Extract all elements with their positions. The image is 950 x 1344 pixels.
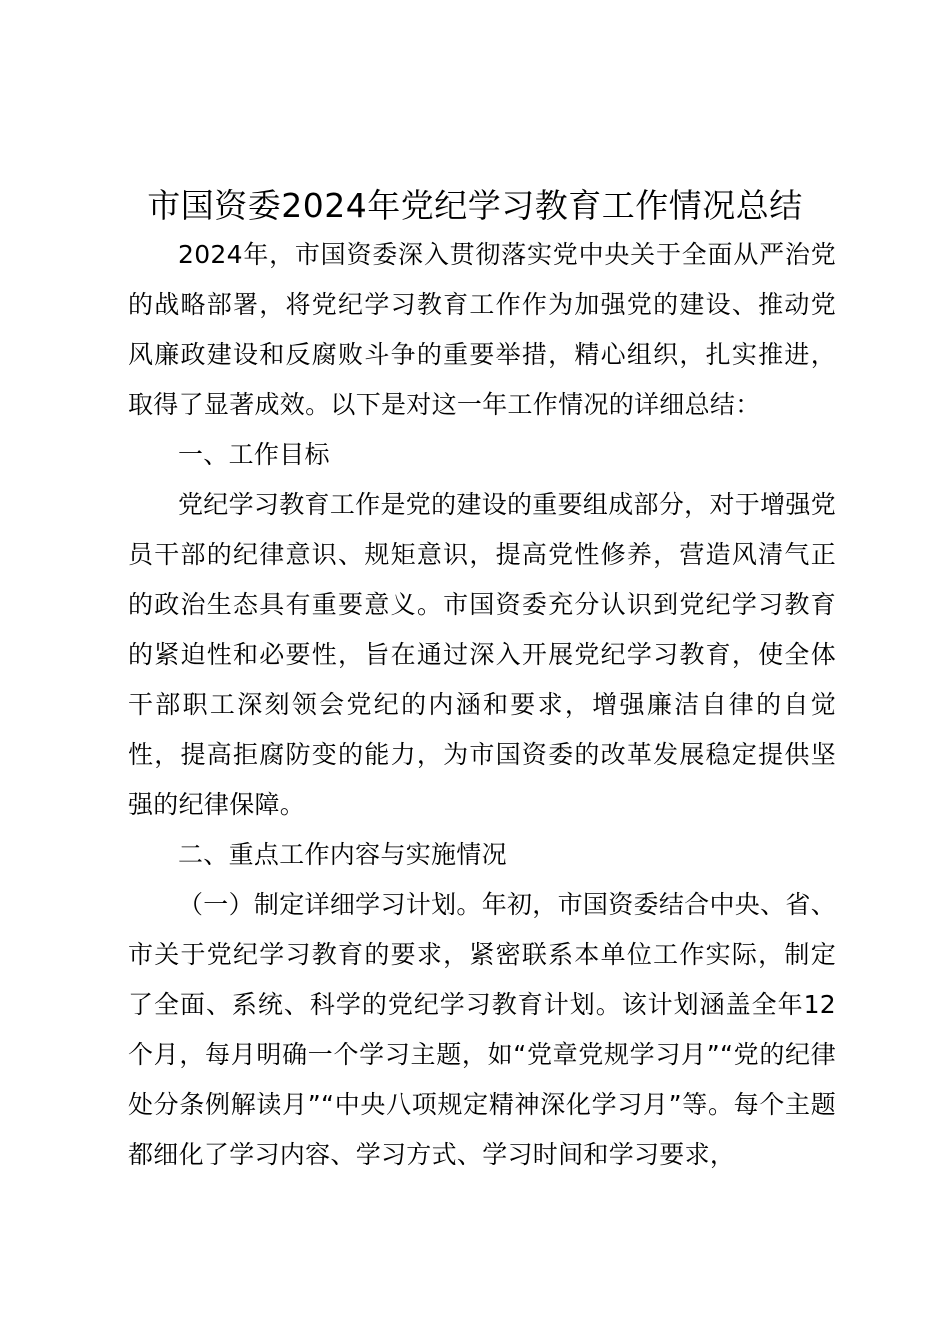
document-title: 市国资委2024年党纪学习教育工作情况总结	[147, 186, 803, 225]
intro-paragraph: 2024年，市国资委深入贯彻落实党中央关于全面从严治党的战略部署，将党纪学习教育工作作为加强党的建设、推动党风廉政建设和反腐败斗争的重要举措，精心组织，扎实推进，取得了显著成效。以下是对这一年工作情况的详细总结：	[128, 240, 836, 419]
section-heading-work-content: 二、重点工作内容与实施情况	[178, 840, 507, 869]
document-body	[128, 230, 836, 1180]
section-heading-goals: 一、工作目标	[178, 440, 330, 469]
goals-paragraph: 党纪学习教育工作是党的建设的重要组成部分，对于增强党员干部的纪律意识、规矩意识，提高党性修养，营造风清气正的政治生态具有重要意义。市国资委充分认识到党纪学习教育的紧迫性和必要性，旨在通过深入开展党纪学习教育，使全体干部职工深刻领会党纪的内涵和要求，增强廉洁自律的自觉性，提高拒腐防变的能力，为市国资委的改革发展稳定提供坚强的纪律保障。	[128, 490, 836, 819]
plan-paragraph: （一）制定详细学习计划。年初，市国资委结合中央、省、市关于党纪学习教育的要求，紧密联系本单位工作实际，制定了全面、系统、科学的党纪学习教育计划。该计划涵盖全年12个月，每月明确一个学习主题，如“党章党规学习月”“党的纪律处分条例解读月”“中央八项规定精神深化学习月”等。每个主题都细化了学习内容、学习方式、学习时间和学习要求，	[128, 890, 836, 1169]
